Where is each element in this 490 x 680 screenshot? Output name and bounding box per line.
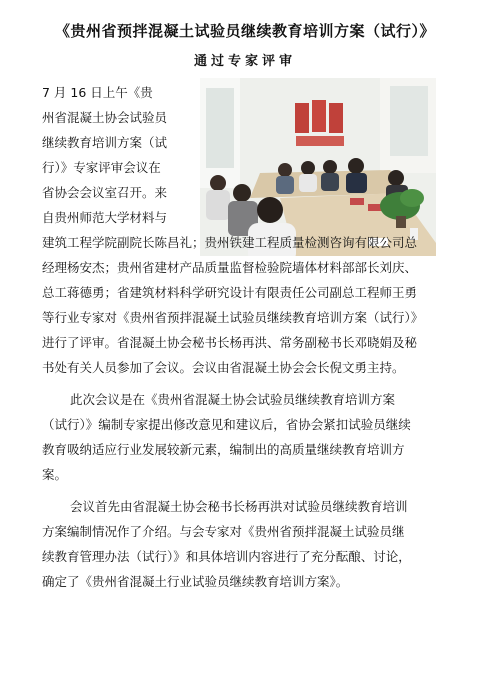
text-line: 进行了评审。省混凝土协会秘书长杨再洪、常务副秘书长邓晓娟及秘 bbox=[42, 335, 418, 350]
text-line: 确定了《贵州省混凝土行业试验员继续教育培训方案》。 bbox=[42, 574, 349, 589]
document-title: 《贵州省预拌混凝土试验员继续教育培训方案（试行）》 bbox=[54, 22, 435, 40]
text-line: （试行）》编制专家提出修改意见和建议后，省协会紧扣试验员继续 bbox=[42, 417, 411, 432]
text-line: 案。 bbox=[42, 467, 68, 482]
text-line: 会议首先由省混凝土协会秘书长杨再洪对试验员继续教育培训 bbox=[70, 499, 408, 514]
text-line: 总工蒋德勇；省建筑材料科学研究设计有限责任公司副总工程师王勇 bbox=[42, 285, 418, 300]
text-line: 续教育管理办法（试行）》和具体培训内容进行了充分酝酿、讨论， bbox=[42, 549, 411, 564]
text-line: 继续教育培训方案（试 bbox=[42, 135, 168, 150]
text-line: 方案编制情况作了介绍。与会专家对《贵州省预拌混凝土试验员继 bbox=[42, 524, 405, 539]
text-line: 自贵州师范大学材料与 bbox=[42, 210, 168, 225]
text-line: 建筑工程学院副院长陈昌礼；贵州铁建工程质量检测咨询有限公司总 bbox=[42, 235, 418, 250]
text-line: 省协会会议室召开。来 bbox=[42, 185, 168, 200]
text-line: 经理杨安杰；贵州省建材产品质量监督检验院墙体材料部部长刘庆、 bbox=[42, 260, 418, 275]
text-line: 等行业专家对《贵州省预拌混凝土试验员继续教育培训方案（试行）》 bbox=[42, 310, 424, 325]
text-line: 行）》专家评审会议在 bbox=[42, 160, 161, 175]
document-subtitle: 通过专家评审 bbox=[193, 54, 296, 69]
text-line: 书处有关人员参加了会议。会议由省混凝土协会会长倪文勇主持。 bbox=[42, 360, 405, 375]
text-line: 教育吸纳适应行业发展较新元素，编制出的高质量继续教育培训方 bbox=[42, 442, 405, 457]
text-line: 7 月 16 日上午《贵 bbox=[42, 85, 153, 100]
text-line: 此次会议是在《贵州省混凝土协会试验员继续教育培训方案 bbox=[70, 392, 396, 407]
text-line: 州省混凝土协会试验员 bbox=[42, 110, 168, 125]
